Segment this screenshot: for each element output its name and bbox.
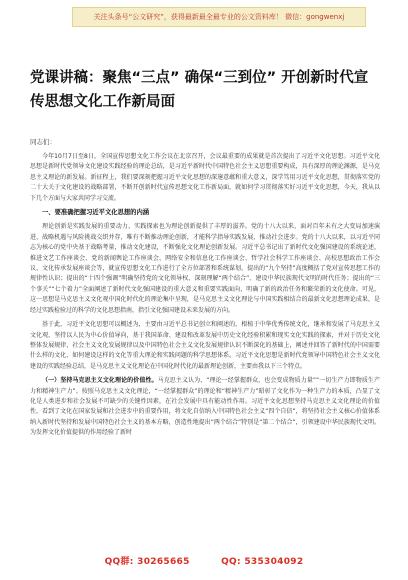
section-heading: 一、要准确把握习近平文化思想的内涵 xyxy=(42,209,150,217)
qq-text: QQ: 535304092 xyxy=(221,557,304,567)
body-paragraph: 基于此，习近平文化思想可以概述为，主要由习近平总书记创立和阐述的，根植于中华优秀传统文化，继承和发展了马克思主义文化观，坚持以人民为中心价值导向，基于我国革命、建设和改革发展中历史文化经验积累和现实文化实践的探索，并对于历史文化整体发展规律、社会主义文化发展规律以及中国特色社会主义文化发展规律认识不断深化的基础上，阐述并回答了新时代的中国需要什么样的文化、如何建设这样的文化等重大理论和实践问题的科学思想体系。习近平文化思想是新时代党领导中国特色社会主义文化建设的实践经验总结，是马克思主义文化理论在中国化时代化的最新理论创新，主要由我以下三个特点。 xyxy=(30,321,380,370)
body-paragraph: 理论创新是实践发展的重要动力，实践探索也为理论创新提供了丰厚的滋养。党的十八大以来，面对百年未有之大变局加速演进、战略机遇与风险挑战交织并存，唯有不断推动理论创新，才能科学指导实践发展，推动社会进步。党的十八大以来，以习近平同志为核心的党中央基于战略考量，推动文化建设，不断强化文化理论创新发展。习近平总书记出了新时代文化强国建设的系统论述，推进文艺工作座谈会、党的新闻舆论工作座谈会、网络安全和信息化工作座谈会、哲学社会科学工作座谈会、高校思想政治工作会议、文化传承发展座谈会等，就宣传思想文化工作进行了全方位部署和系统谋划，提出的“九个坚持”高度概括了党对宣传思想工作的规律性认识；提出的“十四个强调”明确坚持党的文化领导权、深刻理解“两个结合”、建设中华民族现代文明的时代任务；提出的“三个事关”“七个着力”全面阐述了新时代文化强国建设的重大意义和重要实践面向，明确了新的政治任务和繁荣新的文化使命。可见，这一思想是马克思主义文化观中国化时代化的理论集中呈现，是马克思主义文化理论与中国实践相结合的最新文化思想理论成果，是经过实践检验过的科学的文化思想指南，指引文化强国建设未来发展的方向。 xyxy=(30,223,380,314)
subsection-text: 马克思主义认为，“理论一经掌握群众，也会变成物质力量”“一切生产力即物质生产力和精神生产力”。按照马克思主义文化理论，“一经掌握群众”的理论和“精神生产力”昭彰了文化作为一种生产力的本质，凸显了文化是人类进步和社会发展不可缺少的关键性因素，在社会发展中具有能动性作用。习近平文化思想坚持马克思主义文化理论的价值性，看到了文化在国家发展和社会进步中的重要作用，将文化自信纳入中国特色社会主义“四个自信”，将坚持社会主义核心价值体系纳入新时代坚持和发展中国特色社会主义的基本方略，创造性地提出“两个结合”特别是“第二个结合”，引领建设中华民族现代文明。为发挥文化价值提供的作用经验了新时 xyxy=(30,377,380,437)
body-paragraph xyxy=(30,376,380,438)
footer-contact xyxy=(0,554,408,567)
promo-banner[interactable]: 关注头条号“公文研究”，获得最新最全最专业的公文资料库！ 微信：gongwenxj xyxy=(72,7,366,27)
document-body xyxy=(30,152,380,443)
document-title: 党课讲稿：聚焦“三点” 确保“三到位” 开创新时代宣传思想文化工作新局面 xyxy=(30,70,369,110)
greeting: 同志们： xyxy=(30,138,56,146)
qq-group-text: QQ群: 30265665 xyxy=(104,557,190,567)
intro-paragraph: 今年10月7日至8日，全国宣传思想文化工作会议在北京召开，会议最重要的成果就是首次提出了习近平文化思想。习近平文化思想是新时代党领导文化建设实践经验的理论总结，是习近平新时代中国特色社会主义思想重要构成，具有深厚的理论渊源，是马克思主义理论的新发展。新征程上，我们要深刻把握习近平文化思想的深邃意蕴和重大意义，深学笃用习近平文化思想，贯彻落实党的二十大关于文化建设的战略部署，不断开创新时代宣传思想文化工作新局面，就如何学习贯彻落实好习近平文化思想，今天，我从以下几个方面与大家共同学习交流。 xyxy=(30,153,380,202)
subsection-label: （一）坚持马克思主义文化理论的价值性。 xyxy=(42,377,158,385)
